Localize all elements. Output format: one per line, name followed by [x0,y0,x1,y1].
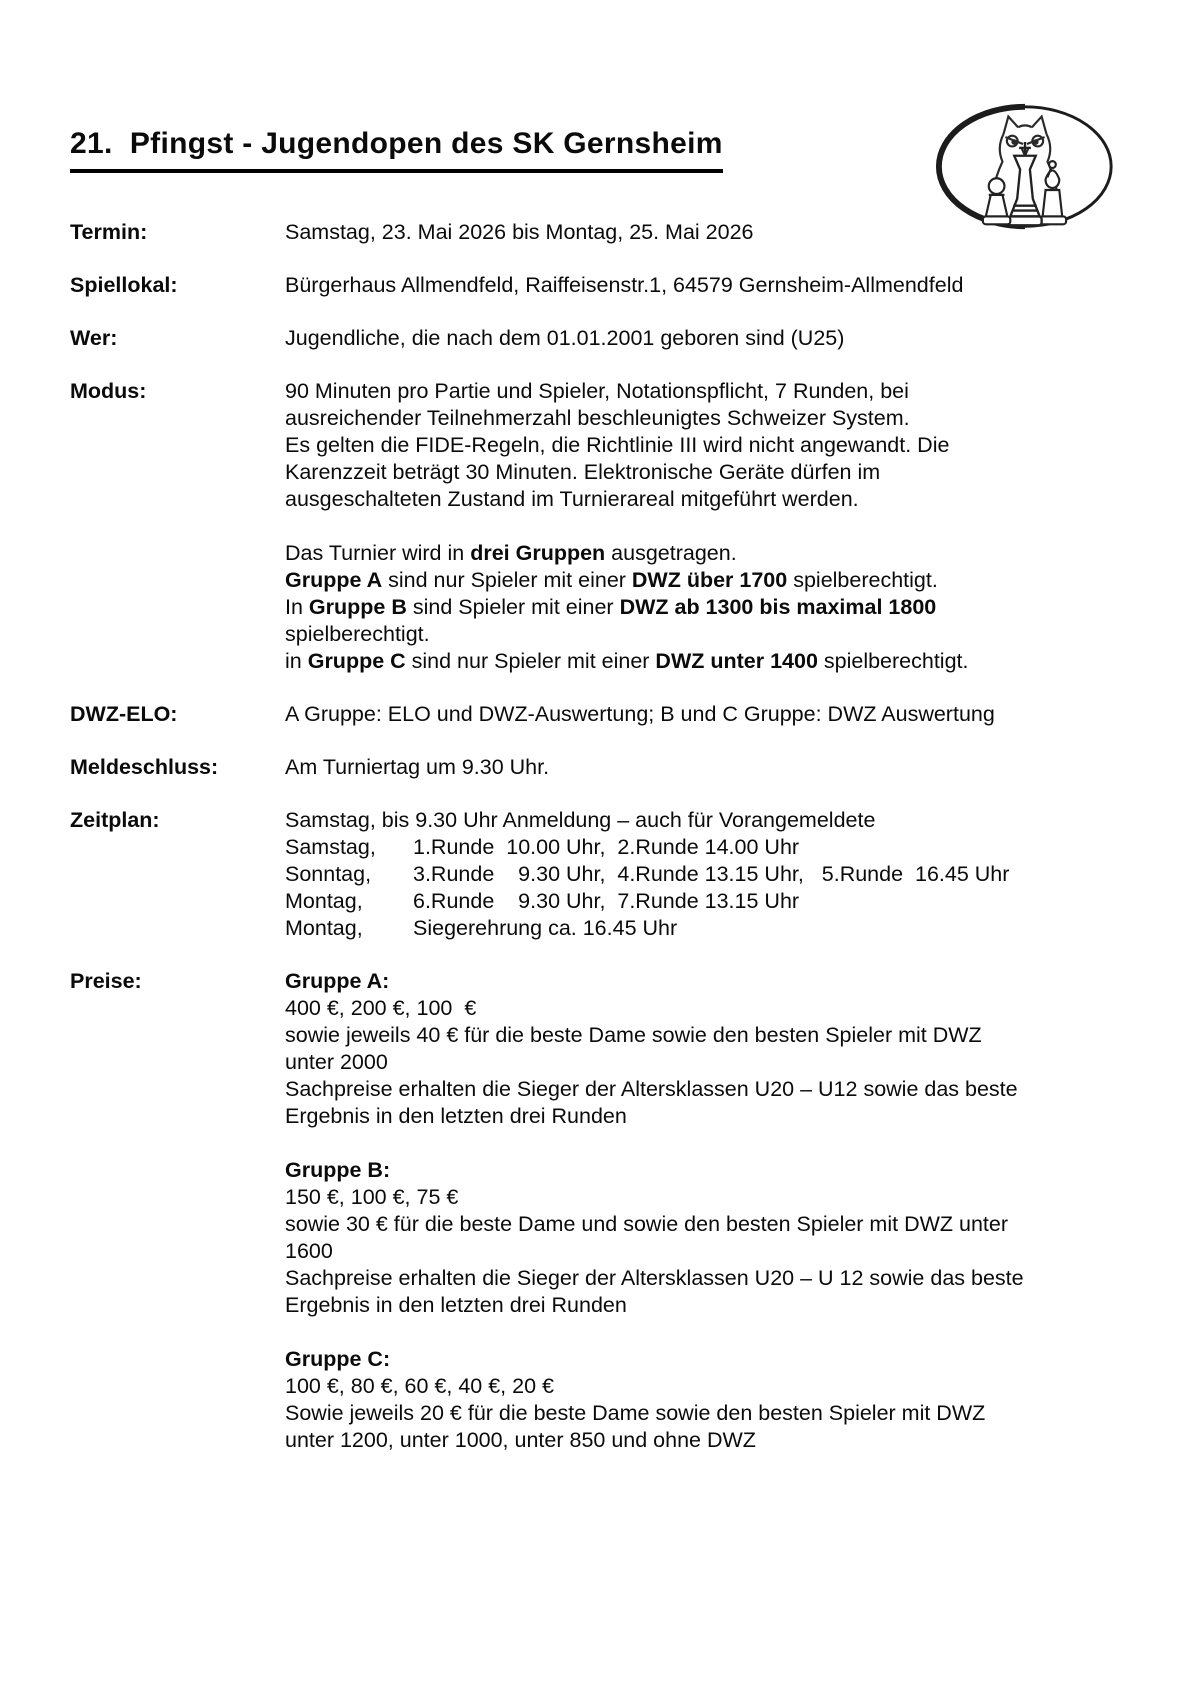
section-dwz-elo [70,701,1150,728]
gruppe-c-heading: Gruppe C: [285,1347,391,1371]
section-modus [70,378,1150,675]
paragraph-spacer [285,513,1150,540]
zeitplan-day: Samstag, [285,835,376,859]
paragraph-spacer [285,1130,1150,1157]
gruppe-c-prize-line: Sowie jeweils 20 € für die beste Dame sowie den besten Spieler mit DWZ [285,1401,986,1425]
pawn-piece-icon [983,178,1010,224]
zeitplan-row [285,834,1150,861]
gruppe-c-prize-line: unter 1200, unter 1000, unter 850 und ohne DWZ [285,1428,756,1452]
gruppe-b-prize-line: 1600 [285,1239,333,1263]
zeitplan-row [285,888,1150,915]
section-spiellokal [70,272,1150,299]
bishop-piece-icon [1040,161,1066,224]
gruppe-a-heading: Gruppe A: [285,969,390,993]
gruppe-a-prize-line: Ergebnis in den letzten drei Runden [285,1104,627,1128]
gruppe-c-prize-line: 100 €, 80 €, 60 €, 40 €, 20 € [285,1374,554,1398]
section-wer [70,325,1150,352]
zeitplan-anmeldung-line: Samstag, bis 9.30 Uhr Anmeldung – auch für Vorangemeldete [285,808,876,832]
termin-value: Samstag, 23. Mai 2026 bis Montag, 25. Mai 2026 [285,220,754,244]
gruppe-a-prize-line: 400 €, 200 €, 100 € [285,996,477,1020]
gruppe-b-rule-line: In Gruppe B sind Spieler mit einer DWZ ab 1300 bis maximal 1800 [285,595,937,619]
page-title: 21. Pfingst - Jugendopen des SK Gernsheim [70,124,723,173]
modus-line: Es gelten die FIDE-Regeln, die Richtlinie III wird nicht angewandt. Die [285,433,950,457]
modus-line: ausgeschalteten Zustand im Turnierareal mitgeführt werden. [285,487,859,511]
zeitplan-row [285,861,1150,888]
zeitplan-row [285,915,1150,942]
zeitplan-label: Zeitplan: [70,808,160,832]
modus-line: 90 Minuten pro Partie und Spieler, Notationspflicht, 7 Runden, bei [285,379,909,403]
meldeschluss-value: Am Turniertag um 9.30 Uhr. [285,755,550,779]
modus-line: Karenzzeit beträgt 30 Minuten. Elektronische Geräte dürfen im [285,460,881,484]
zeitplan-day: Sonntag, [285,862,372,886]
gruppe-a-prize-line: sowie jeweils 40 € für die beste Dame sowie den besten Spieler mit DWZ [285,1023,982,1047]
section-zeitplan [70,807,1150,942]
zeitplan-day: Montag, [285,889,363,913]
gruppe-c-rule-line: in Gruppe C sind nur Spieler mit einer DWZ unter 1400 spielberechtigt. [285,649,969,673]
spiellokal-label: Spiellokal: [70,273,178,297]
zeitplan-day: Montag, [285,916,363,940]
gruppe-b-prize-line: sowie 30 € für die beste Dame und sowie den besten Spieler mit DWZ unter [285,1212,1009,1236]
gruppe-b-prize-line: Ergebnis in den letzten drei Runden [285,1293,627,1317]
gruppe-a-prize-line: unter 2000 [285,1050,388,1074]
zeitplan-events: Siegerehrung ca. 16.45 Uhr [413,916,678,940]
king-piece-icon [1008,142,1041,225]
club-logo-owl-chess-icon [932,97,1118,237]
zeitplan-events: 6.Runde 9.30 Uhr, 7.Runde 13.15 Uhr [413,889,800,913]
gruppe-a-prize-line: Sachpreise erhalten die Sieger der Altersklassen U20 – U12 sowie das beste [285,1077,1018,1101]
termin-label: Termin: [70,220,148,244]
gruppe-b-heading: Gruppe B: [285,1158,391,1182]
dwz-elo-label: DWZ-ELO: [70,702,178,726]
gruppe-b-prize-line: 150 €, 100 €, 75 € [285,1185,459,1209]
modus-line: ausreichender Teilnehmerzahl beschleunigtes Schweizer System. [285,406,910,430]
modus-label: Modus: [70,379,147,403]
gruppen-intro-line: Das Turnier wird in drei Gruppen ausgetragen. [285,541,737,565]
wer-label: Wer: [70,326,118,350]
preise-label: Preise: [70,969,142,993]
dwz-elo-value: A Gruppe: ELO und DWZ-Auswertung; B und C Gruppe: DWZ Auswertung [285,702,995,726]
gruppe-a-rule-line: Gruppe A sind nur Spieler mit einer DWZ über 1700 spielberechtigt. [285,568,938,592]
meldeschluss-label: Meldeschluss: [70,755,219,779]
gruppe-b-prize-line: Sachpreise erhalten die Sieger der Altersklassen U20 – U 12 sowie das beste [285,1266,1024,1290]
zeitplan-events: 3.Runde 9.30 Uhr, 4.Runde 13.15 Uhr, 5.Runde 16.45 Uhr [413,862,1010,886]
gruppe-b-rule-line-2: spielberechtigt. [285,622,430,646]
zeitplan-events: 1.Runde 10.00 Uhr, 2.Runde 14.00 Uhr [413,835,800,859]
section-preise [70,968,1150,1454]
section-meldeschluss [70,754,1150,781]
paragraph-spacer [285,1319,1150,1346]
wer-value: Jugendliche, die nach dem 01.01.2001 geboren sind (U25) [285,326,845,350]
spiellokal-value: Bürgerhaus Allmendfeld, Raiffeisenstr.1, 64579 Gernsheim-Allmendfeld [285,273,964,297]
